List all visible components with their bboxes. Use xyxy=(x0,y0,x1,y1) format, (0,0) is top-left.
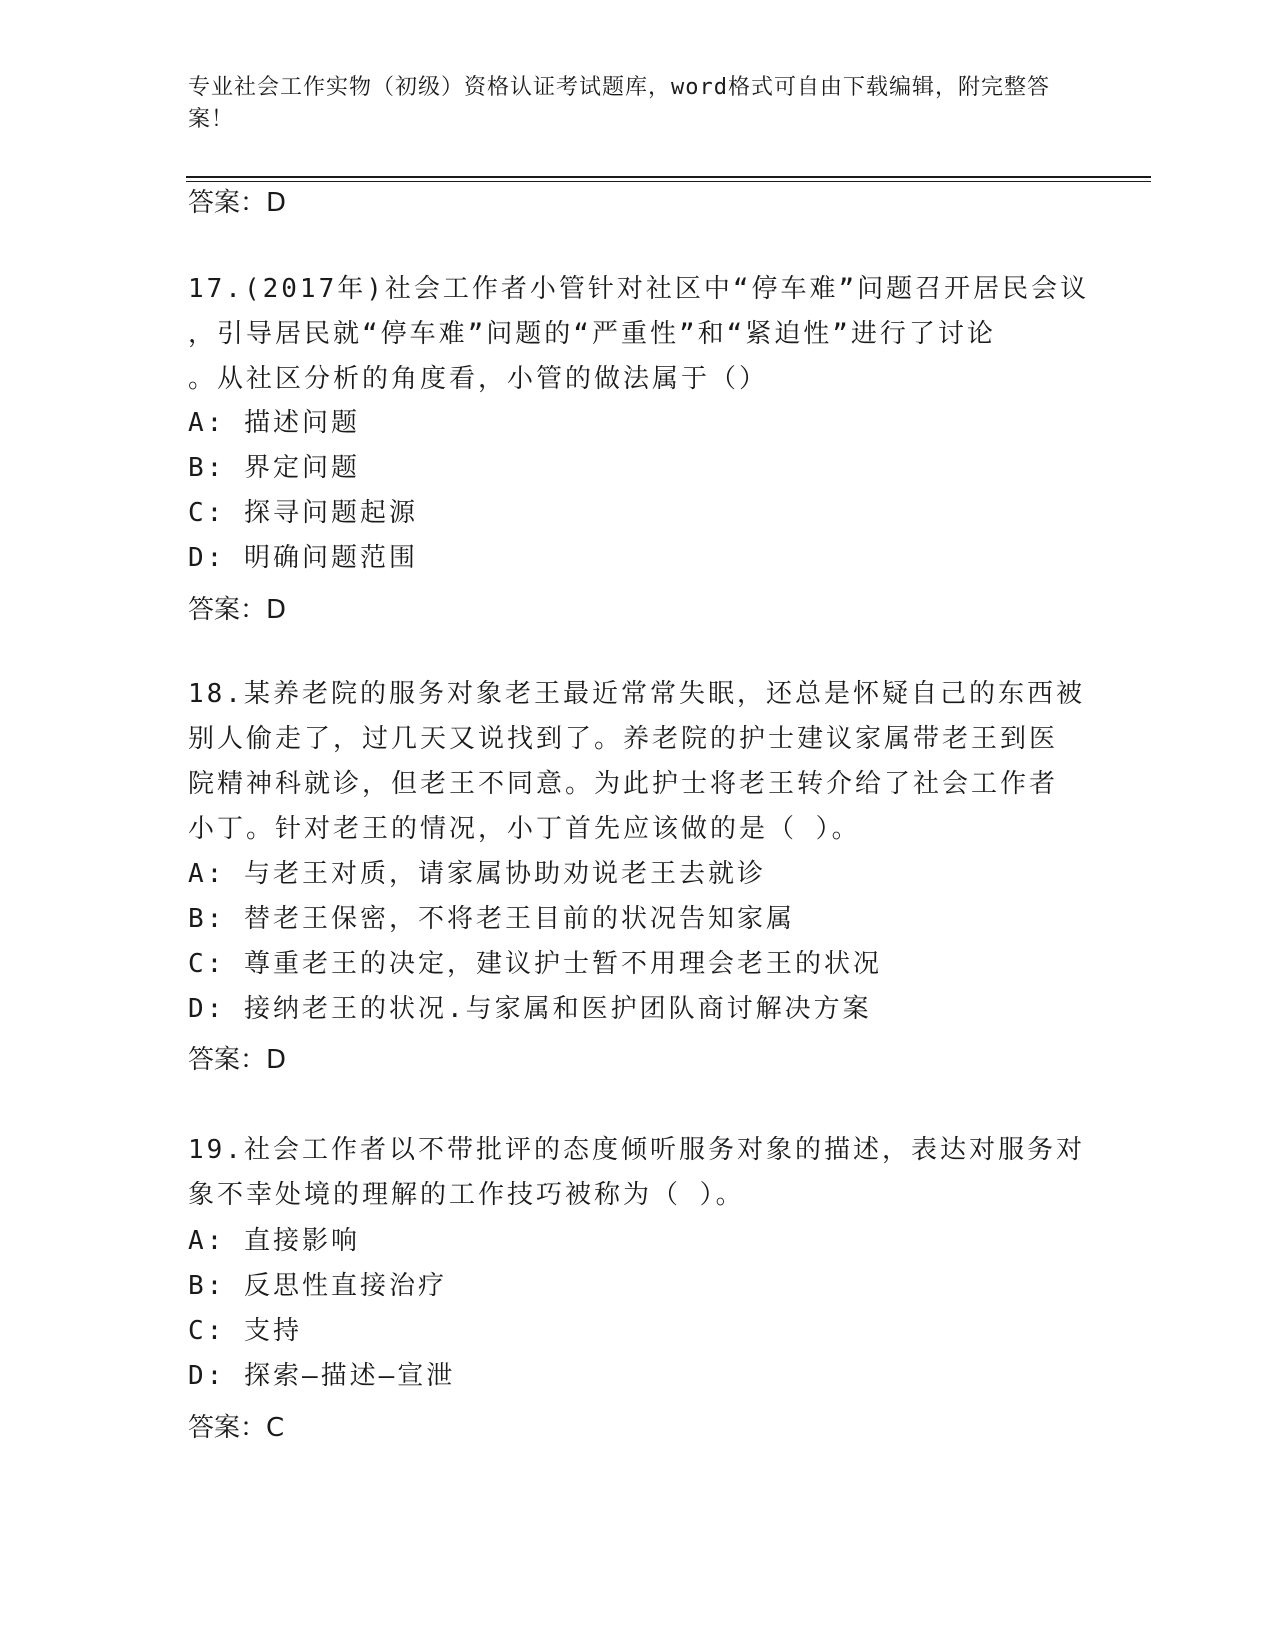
answer-17: 答案：D xyxy=(188,595,287,625)
header-rule-thick xyxy=(186,176,1151,178)
answer-19: 答案：C xyxy=(188,1413,285,1443)
document-header: 专业社会工作实物（初级）资格认证考试题库，word格式可自由下载编辑，附完整答案！ xyxy=(188,75,1050,132)
answer-16: 答案：D xyxy=(188,188,287,218)
question-19 xyxy=(188,1128,1085,1218)
question-18-line-2: 别人偷走了，过几天又说找到了。养老院的护士建议家属带老王到医 xyxy=(188,724,1059,754)
question-17-line-3: 。从社区分析的角度看，小管的做法属于（） xyxy=(188,364,769,394)
answer-18: 答案：D xyxy=(188,1045,287,1075)
question-18-line-3: 院精神科就诊，但老王不同意。为此护士将老王转介给了社会工作者 xyxy=(188,769,1059,799)
question-17-option-b: B: 界定问题 xyxy=(188,453,360,483)
question-18-line-4: 小丁。针对老王的情况，小丁首先应该做的是（ ）。 xyxy=(188,814,861,844)
question-17-option-d: D: 明确问题范围 xyxy=(188,543,418,573)
question-19-option-d: D: 探索—描述—宣泄 xyxy=(188,1361,456,1391)
question-19-option-b: B: 反思性直接治疗 xyxy=(188,1271,447,1301)
question-19-line-1: 19.社会工作者以不带批评的态度倾听服务对象的描述，表达对服务对 xyxy=(188,1135,1085,1165)
question-18-option-a: A: 与老王对质，请家属协助劝说老王去就诊 xyxy=(188,859,766,889)
question-18-option-b: B: 替老王保密，不将老王目前的状况告知家属 xyxy=(188,904,795,934)
question-17-line-2: ，引导居民就“停车难”问题的“严重性”和“紧迫性”进行了讨论 xyxy=(188,319,996,349)
question-17-option-c: C: 探寻问题起源 xyxy=(188,498,418,528)
question-17-option-a: A: 描述问题 xyxy=(188,408,360,438)
question-17-line-1: 17.(2017年)社会工作者小管针对社区中“停车难”问题召开居民会议 xyxy=(188,274,1090,304)
question-19-option-a: A: 直接影响 xyxy=(188,1226,360,1256)
question-18 xyxy=(188,672,1085,852)
header-rule-thin xyxy=(186,181,1151,182)
question-17 xyxy=(188,267,1089,402)
question-19-option-c: C: 支持 xyxy=(188,1316,302,1346)
question-18-line-1: 18.某养老院的服务对象老王最近常常失眠，还总是怀疑自己的东西被 xyxy=(188,679,1085,709)
question-18-option-c: C: 尊重老王的决定，建议护士暂不用理会老王的状况 xyxy=(188,949,882,979)
question-19-line-2: 象不幸处境的理解的工作技巧被称为（ ）。 xyxy=(188,1180,745,1210)
question-18-option-d: D: 接纳老王的状况.与家属和医护团队商讨解决方案 xyxy=(188,994,872,1024)
